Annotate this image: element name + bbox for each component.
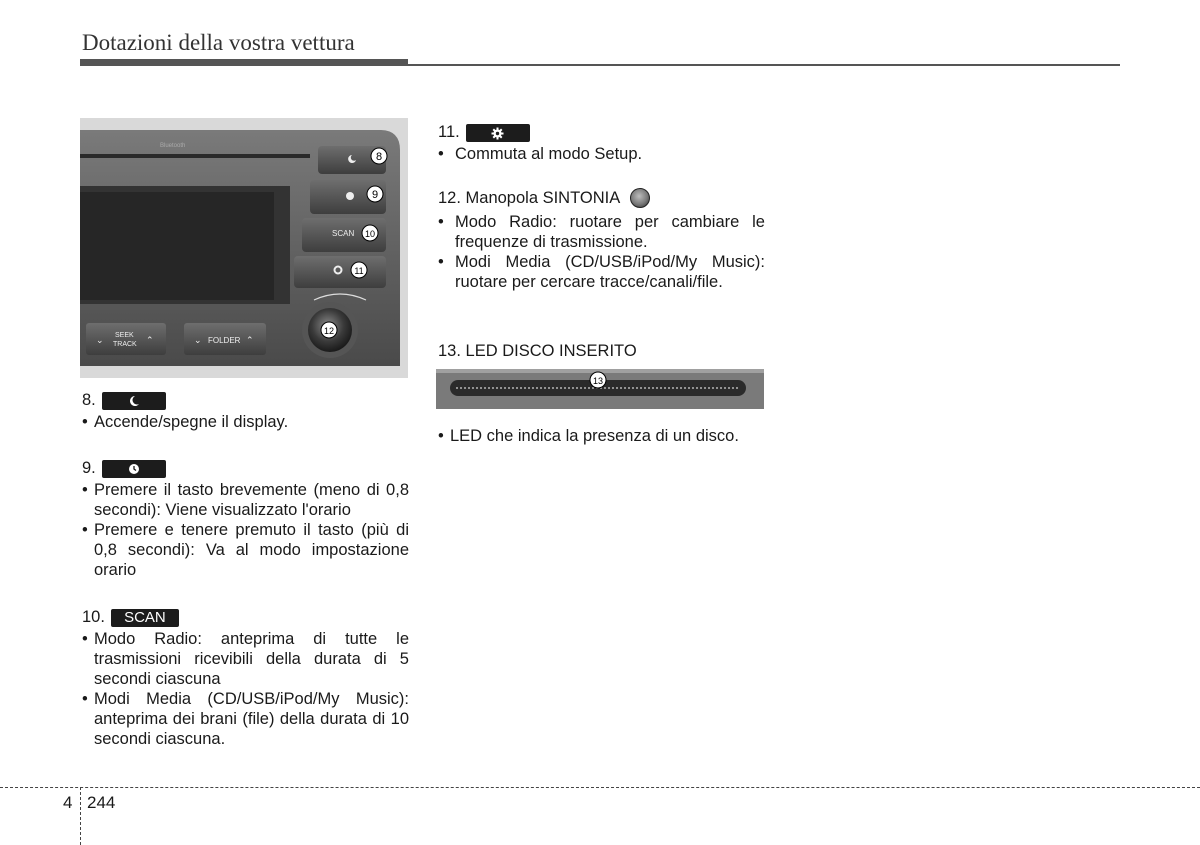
- item-12-bullets: [438, 212, 765, 292]
- bullet-text: • Modi Media (CD/USB/iPod/My Music): ruotare per cercare tracce/canali/file.: [438, 252, 765, 292]
- item-heading: 12. Manopola SINTONIA: [438, 189, 621, 207]
- item-11-bullets: [438, 144, 765, 164]
- bullet-text: • Modo Radio: anteprima di tutte le trasmissioni ricevibili della durata di 5 secondi ciascuna: [82, 629, 409, 689]
- bullet-text: • LED che indica la presenza di un disco.: [438, 426, 765, 446]
- bullet-text: • Premere il tasto brevemente (meno di 0,8 secondi): Viene visualizzato l'orario: [82, 480, 409, 520]
- chevron-up-icon: ⌃: [146, 335, 154, 345]
- clock-icon: [128, 463, 140, 475]
- clock-button-glyph: [102, 460, 166, 478]
- scan-label: SCAN: [332, 229, 355, 238]
- knob-icon: [630, 188, 650, 208]
- cd-slot: [80, 154, 310, 158]
- item-heading: 13. LED DISCO INSERITO: [438, 342, 637, 360]
- audio-unit-drawing: [80, 118, 408, 378]
- moon-icon: [128, 395, 140, 407]
- item-9-bullets: [82, 480, 409, 580]
- page-number: 244: [87, 793, 116, 812]
- item-9-head: [82, 454, 409, 478]
- chevron-down-icon: ⌄: [96, 335, 104, 345]
- item-10-bullets: [82, 629, 409, 749]
- callout-12: 12: [323, 326, 335, 336]
- clock-icon: [346, 192, 354, 200]
- bullet-text: • Accende/spegne il display.: [82, 412, 409, 432]
- item-13: [438, 341, 765, 361]
- item-8-bullets: [82, 412, 409, 432]
- item-9: [82, 454, 409, 580]
- gear-icon: [491, 127, 504, 140]
- item-number: 9.: [82, 459, 96, 477]
- item-11: [438, 118, 765, 164]
- item-8-head: [82, 386, 409, 410]
- item-11-head: [438, 118, 765, 142]
- brand-label: Bluetooth: [160, 143, 186, 149]
- item-13-body: [438, 424, 765, 446]
- bullet-text: • Modo Radio: ruotare per cambiare le frequenze di trasmissione.: [438, 212, 765, 252]
- disc-led-illustration: [436, 369, 764, 409]
- item-number: 11.: [438, 123, 460, 141]
- item-number: 8.: [82, 391, 96, 409]
- item-12-head: [438, 186, 765, 210]
- footer-rule: [0, 787, 1200, 788]
- item-10-head: [82, 603, 409, 627]
- callout-10: 10: [364, 229, 376, 239]
- disc-led-drawing: [436, 369, 764, 409]
- seek-label: SEEK: [115, 332, 134, 339]
- folder-label: FOLDER: [208, 336, 241, 345]
- display-screen: [80, 192, 274, 300]
- chapter-number: 4: [63, 793, 73, 812]
- header-rule-thick: [80, 59, 408, 66]
- scan-button-label: SCAN: [111, 609, 179, 627]
- callout-13: 13: [592, 376, 604, 386]
- item-8: [82, 386, 409, 432]
- chevron-down-icon: ⌄: [194, 335, 202, 345]
- track-label: TRACK: [113, 341, 137, 348]
- bullet-text: • Premere e tenere premuto il tasto (più di 0,8 secondi): Va al modo impostazione orario: [82, 520, 409, 580]
- footer-divider: [80, 787, 81, 845]
- bullet-text: • Commuta al modo Setup.: [438, 144, 765, 164]
- chevron-up-icon: ⌃: [246, 335, 254, 345]
- setup-button-glyph: [466, 124, 530, 142]
- item-12: [438, 186, 765, 292]
- display-button-glyph: [102, 392, 166, 410]
- page-header-title: Dotazioni della vostra vettura: [82, 30, 355, 55]
- audio-unit-illustration: [80, 118, 408, 378]
- bullet-text: • Modi Media (CD/USB/iPod/My Music): anteprima dei brani (file) della durata di 10 secondi ciascuna.: [82, 689, 409, 749]
- callout-9: 9: [371, 189, 379, 201]
- item-10: [82, 603, 409, 749]
- item-13-bullets: [438, 426, 765, 446]
- callout-8: 8: [375, 151, 383, 163]
- item-number: 10.: [82, 608, 105, 626]
- header-rule-thin: [408, 64, 1120, 66]
- callout-11: 11: [354, 266, 364, 276]
